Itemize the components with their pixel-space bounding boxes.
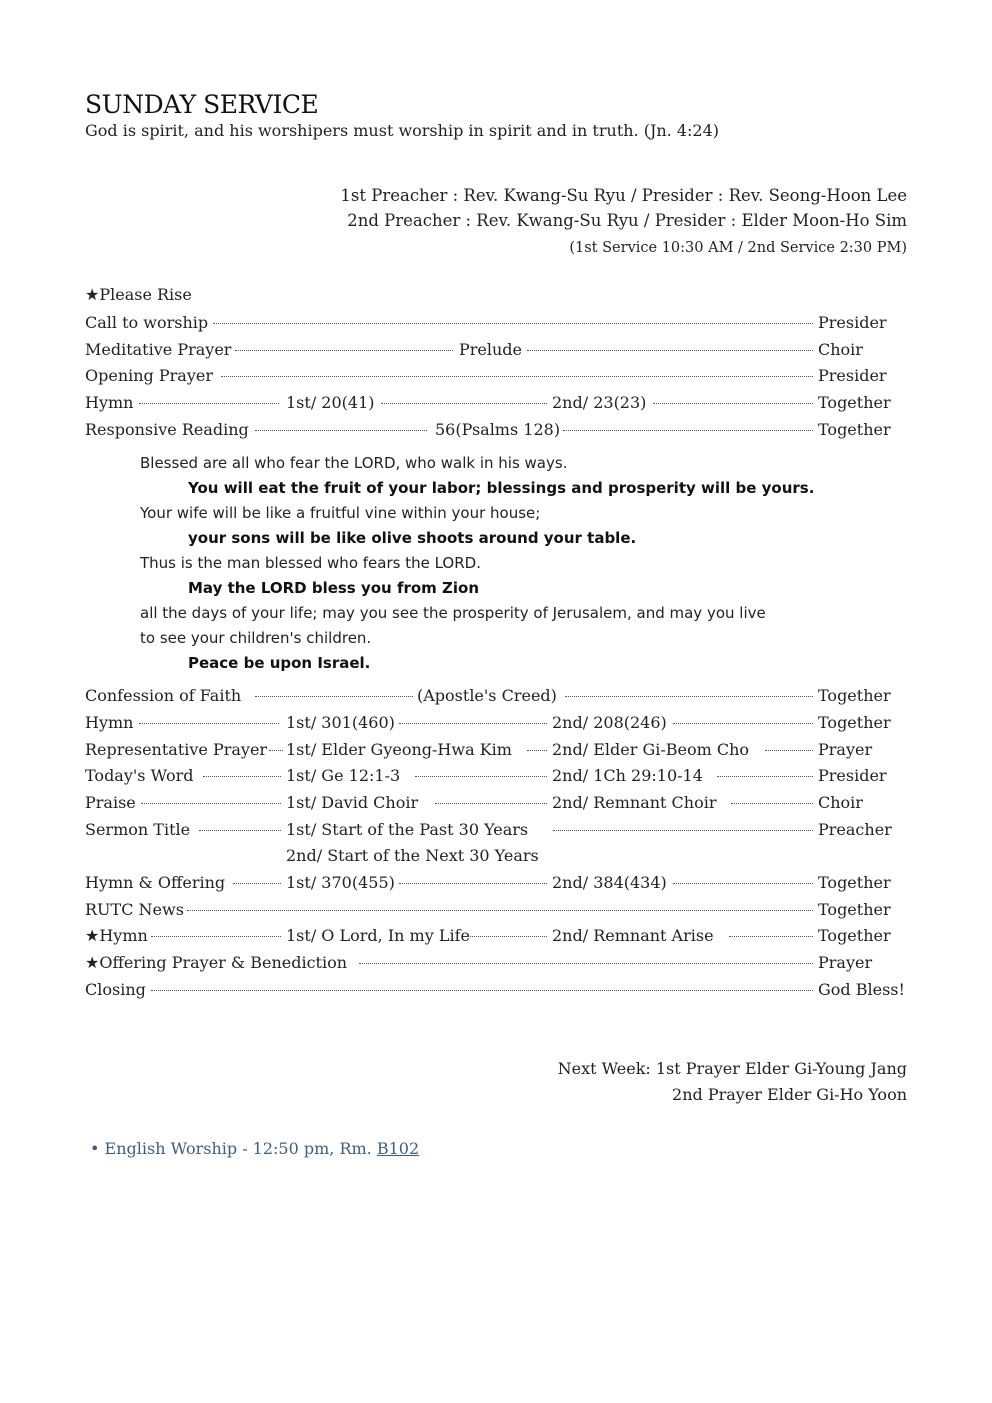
reading-line: Thus is the man blessed who fears the LORD.: [140, 554, 481, 572]
order-second: 2nd/ 384(434): [552, 871, 667, 895]
room-link[interactable]: B102: [376, 1139, 420, 1158]
order-label: Representative Prayer: [85, 738, 267, 762]
reading-line-response: May the LORD bless you from Zion: [188, 579, 480, 597]
order-label: Hymn & Offering: [85, 871, 225, 895]
order-mid: (Apostle's Creed): [417, 684, 557, 708]
order-role: Choir: [818, 338, 863, 362]
order-label: Hymn: [85, 391, 133, 415]
order-label: RUTC News: [85, 898, 184, 922]
reading-line-response: You will eat the fruit of your labor; blessings and prosperity will be yours.: [188, 479, 815, 497]
order-row-meditative-prayer: [85, 338, 907, 362]
order-second: 2nd/ 1Ch 29:10-14: [552, 764, 703, 788]
order-first: 2nd/ Start of the Next 30 Years: [286, 844, 539, 868]
order-role: Together: [818, 684, 891, 708]
order-row-rutc-news: [85, 898, 907, 922]
order-mid: Prelude: [459, 338, 522, 362]
order-row-representative-prayer: [85, 738, 907, 762]
order-role: Together: [818, 391, 891, 415]
order-label: Responsive Reading: [85, 418, 249, 442]
order-second: 2nd/ 208(246): [552, 711, 667, 735]
order-first: 1st/ Start of the Past 30 Years: [286, 818, 528, 842]
order-role: God Bless!: [818, 978, 905, 1002]
order-label: Closing: [85, 978, 146, 1002]
order-row-hymn-3: [85, 924, 907, 948]
order-first: 1st/ 301(460): [286, 711, 395, 735]
reading-line-response: Peace be upon Israel.: [188, 654, 371, 672]
order-row-sermon-title: [85, 818, 907, 842]
order-second: 2nd/ Remnant Arise: [552, 924, 714, 948]
scripture-verse: God is spirit, and his worshipers must worship in spirit and in truth. (Jn. 4:24): [85, 121, 720, 140]
order-role: Preacher: [818, 818, 892, 842]
order-second: 2nd/ Elder Gi-Beom Cho: [552, 738, 749, 762]
order-role: Prayer: [818, 951, 872, 975]
order-row-sermon-title-2nd: [85, 844, 907, 868]
order-label: ★Hymn: [85, 924, 148, 948]
english-worship-note: [90, 1139, 419, 1158]
order-label: Opening Prayer: [85, 364, 213, 388]
please-rise: ★Please Rise: [85, 285, 192, 304]
order-row-todays-word: [85, 764, 907, 788]
reading-line: all the days of your life; may you see the prosperity of Jerusalem, and may you live: [140, 604, 766, 622]
order-second: 2nd/ Remnant Choir: [552, 791, 717, 815]
order-first: 1st/ Elder Gyeong-Hwa Kim: [286, 738, 512, 762]
order-role: Choir: [818, 791, 863, 815]
order-row-confession: [85, 684, 907, 708]
reading-line: Blessed are all who fear the LORD, who walk in his ways.: [140, 454, 568, 472]
order-row-responsive-reading: [85, 418, 907, 442]
reading-line-response: your sons will be like olive shoots around your table.: [188, 529, 637, 547]
page-title: SUNDAY SERVICE: [85, 90, 319, 119]
reading-line: to see your children's children.: [140, 629, 372, 647]
preacher-line-2: 2nd Preacher : Rev. Kwang-Su Ryu / Presider : Elder Moon-Ho Sim: [347, 211, 907, 230]
order-row-call-to-worship: [85, 311, 907, 335]
order-row-offering-benediction: [85, 951, 907, 975]
order-label: Praise: [85, 791, 136, 815]
reading-line: Your wife will be like a fruitful vine within your house;: [140, 504, 541, 522]
order-first: 1st/ O Lord, In my Life: [286, 924, 470, 948]
order-first: 1st/ David Choir: [286, 791, 418, 815]
order-first: 1st/ 370(455): [286, 871, 395, 895]
order-row-closing: [85, 978, 907, 1002]
service-times: (1st Service 10:30 AM / 2nd Service 2:30 PM): [569, 240, 907, 256]
order-label: ★Offering Prayer & Benediction: [85, 951, 347, 975]
order-mid: 56(Psalms 128): [435, 418, 560, 442]
order-label: Hymn: [85, 711, 133, 735]
order-role: Prayer: [818, 738, 872, 762]
order-label: Call to worship: [85, 311, 208, 335]
order-label: Sermon Title: [85, 818, 190, 842]
order-row-hymn-offering: [85, 871, 907, 895]
next-week-line-2: 2nd Prayer Elder Gi-Ho Yoon: [672, 1085, 907, 1104]
order-row-hymn: [85, 391, 907, 415]
order-row-hymn-2: [85, 711, 907, 735]
order-first: 1st/ 20(41): [286, 391, 375, 415]
next-week-line-1: Next Week: 1st Prayer Elder Gi-Young Jang: [557, 1059, 907, 1078]
preacher-line-1: 1st Preacher : Rev. Kwang-Su Ryu / Presider : Rev. Seong-Hoon Lee: [340, 186, 907, 205]
order-second: 2nd/ 23(23): [552, 391, 646, 415]
order-role: Together: [818, 871, 891, 895]
order-role: Together: [818, 898, 891, 922]
order-role: Presider: [818, 764, 887, 788]
order-label: Today's Word: [85, 764, 193, 788]
order-role: Presider: [818, 364, 887, 388]
order-role: Together: [818, 418, 891, 442]
order-label: Meditative Prayer: [85, 338, 231, 362]
order-first: 1st/ Ge 12:1-3: [286, 764, 400, 788]
order-label: Confession of Faith: [85, 684, 241, 708]
note-text: • English Worship - 12:50 pm, Rm.: [90, 1139, 377, 1158]
order-row-opening-prayer: [85, 364, 907, 388]
order-role: Presider: [818, 311, 887, 335]
order-row-praise: [85, 791, 907, 815]
order-role: Together: [818, 924, 891, 948]
order-role: Together: [818, 711, 891, 735]
